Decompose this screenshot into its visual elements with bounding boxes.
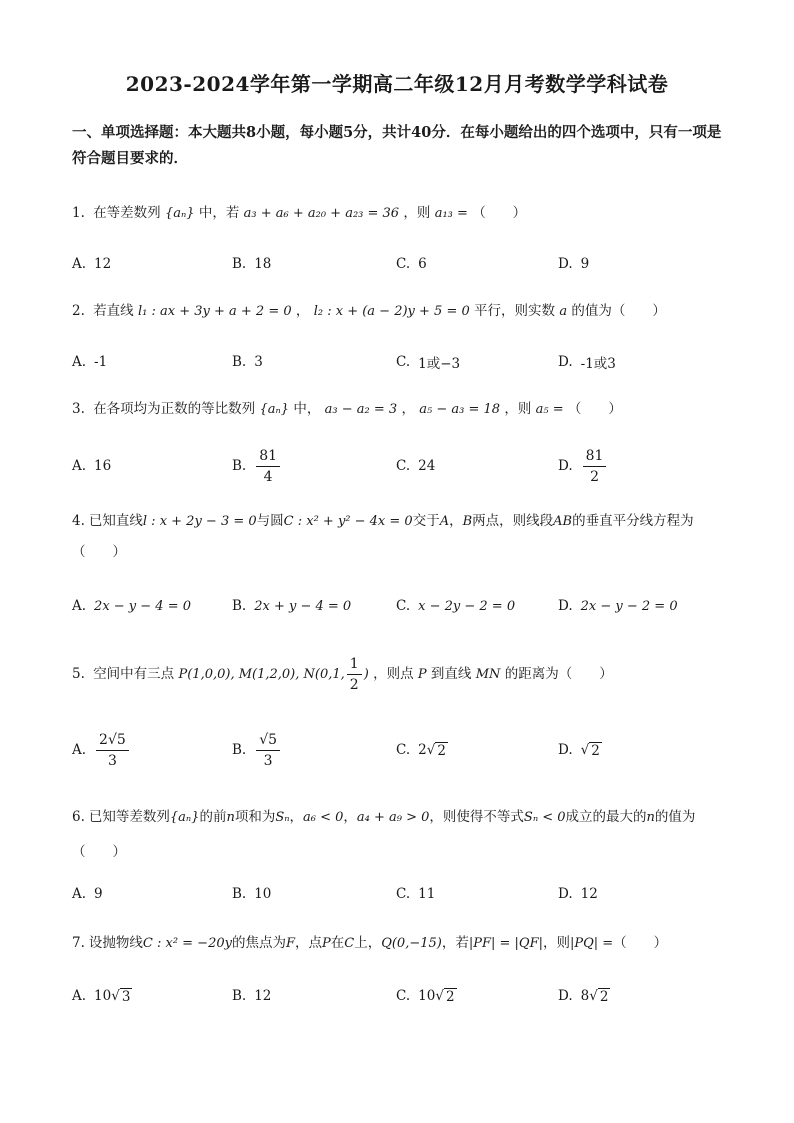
stem-math: l₂ : x + (a − 2)y + 5 = 0: [313, 304, 470, 319]
stem-text: 的焦点为: [231, 935, 286, 951]
sqrt-symbol: √: [580, 742, 590, 758]
stem-text: 两点，则线段: [472, 513, 554, 529]
option-c: [396, 976, 457, 1016]
option-b: [232, 976, 271, 1016]
stem-text: 的垂直平分线方程为: [572, 513, 694, 529]
stem-math: a: [559, 304, 568, 319]
answer-blank: （ ）: [472, 205, 527, 221]
option-d: [558, 446, 608, 486]
options-4: [72, 586, 732, 626]
stem-text: 成立的最大的: [565, 809, 647, 825]
stem-text: 交于: [412, 513, 440, 529]
option-label: B.: [232, 256, 247, 272]
stem-math: P: [322, 936, 331, 951]
stem-text: 在各项均为正数的等比数列: [93, 401, 256, 417]
stem-math: P(1,0,0), M(1,2,0), N(0,1,: [178, 667, 345, 682]
option-value: 12: [94, 256, 112, 272]
option-label: A.: [72, 598, 87, 614]
stem-text: ，则: [403, 205, 431, 221]
stem-text: 项和为: [234, 809, 276, 825]
options-5: [72, 728, 732, 772]
option-d: [558, 728, 602, 772]
option-value: 18: [254, 256, 272, 272]
option-value: 2x − y − 2 = 0: [580, 598, 678, 614]
stem-math: n: [226, 810, 235, 825]
option-label: D.: [558, 742, 573, 758]
option-label: C.: [396, 598, 411, 614]
question-number: 2.: [72, 303, 85, 319]
option-value: 16: [94, 458, 112, 474]
option-value: 11: [418, 886, 436, 902]
option-d: [558, 586, 678, 626]
option-label: B.: [232, 598, 247, 614]
options-3: [72, 446, 732, 486]
numerator: 2√5: [96, 730, 129, 751]
stem-text: ，: [449, 513, 463, 529]
option-c: [396, 342, 460, 382]
option-value: 6: [418, 256, 427, 272]
stem-math: a₁₃ =: [434, 206, 468, 221]
stem-text: 中，若: [198, 205, 240, 221]
option-c: [396, 244, 427, 284]
question-2: [72, 296, 732, 327]
option-label: B.: [232, 354, 247, 370]
option-value: 24: [418, 458, 436, 474]
question-5: [72, 654, 732, 695]
option-value: 10: [254, 886, 272, 902]
question-number: 1.: [72, 205, 85, 221]
question-6: [72, 800, 732, 869]
stem-math: l₁ : ax + 3y + a + 2 = 0: [137, 304, 292, 319]
stem-text: 的值为（ ）: [571, 303, 666, 319]
stem-text: 中，: [293, 401, 321, 417]
option-value: 12: [254, 988, 272, 1004]
stem-math: a₅ =: [535, 402, 564, 417]
stem-math: F: [285, 936, 295, 951]
option-label: D.: [558, 256, 573, 272]
option-label: D.: [558, 354, 573, 370]
question-number: 7.: [72, 935, 85, 951]
stem-text: 上，: [354, 935, 382, 951]
stem-text: ，: [343, 809, 357, 825]
stem-math: l : x + 2y − 3 = 0: [142, 514, 257, 529]
option-d: [558, 342, 616, 382]
stem-math: a₅ − a₃ = 18: [419, 402, 501, 417]
numerator: √5: [256, 730, 280, 751]
radicand: 2: [445, 988, 455, 1005]
coefficient: 2: [418, 742, 427, 758]
stem-text: ，点: [295, 935, 322, 951]
stem-math: MN: [475, 667, 501, 682]
stem-math: C : x² + y² − 4x = 0: [283, 514, 413, 529]
coefficient: 8: [580, 988, 590, 1004]
answer-blank: （ ）: [567, 401, 622, 417]
stem-text: 与圆: [256, 513, 284, 529]
stem-text: 已知直线: [88, 513, 143, 529]
option-value: -1或3: [580, 356, 616, 372]
stem-math: AB: [553, 514, 573, 529]
stem-text: ，则: [542, 935, 570, 951]
option-label: B.: [232, 988, 247, 1004]
option-a: [72, 976, 132, 1016]
denominator: 2: [590, 468, 600, 485]
stem-math: a₆ < 0: [303, 810, 344, 825]
option-b: [232, 586, 351, 626]
numerator: 81: [583, 446, 607, 467]
stem-text: 的值为（ ）: [72, 809, 696, 860]
stem-math: B: [462, 514, 473, 529]
option-label: C.: [396, 354, 411, 370]
fraction: [256, 730, 280, 771]
stem-text: 平行，则实数: [474, 303, 556, 319]
question-number: 3.: [72, 401, 85, 417]
stem-math: P: [417, 667, 427, 682]
stem-text: 在等差数列: [93, 205, 161, 221]
stem-text: ，若: [441, 935, 469, 951]
fraction: [96, 730, 129, 771]
option-c: [396, 586, 515, 626]
coefficient: 10: [94, 988, 112, 1004]
stem-text: 空间中有三点: [93, 666, 175, 682]
page-title: 2023-2024学年第一学期高二年级12月月考数学学科试卷: [125, 72, 669, 96]
denominator: 3: [107, 752, 117, 769]
stem-math: Sₙ < 0: [523, 810, 566, 825]
option-label: D.: [558, 988, 573, 1004]
denominator: 2: [349, 677, 359, 693]
option-a: [72, 446, 111, 486]
stem-math: n: [646, 810, 655, 825]
option-value: 2x + y − 4 = 0: [254, 598, 352, 614]
option-label: A.: [72, 458, 87, 474]
option-d: [558, 976, 610, 1016]
stem-text: 设抛物线: [88, 935, 143, 951]
stem-text: ，: [289, 809, 304, 825]
stem-text: 到直线: [430, 666, 472, 682]
stem-math: |PF| = |QF|: [468, 936, 543, 951]
stem-text: 的前: [199, 809, 227, 825]
radicand: 2: [599, 988, 609, 1005]
option-c: [396, 874, 435, 914]
stem-math: ): [363, 667, 369, 682]
option-label: D.: [558, 458, 573, 474]
option-a: [72, 874, 103, 914]
option-label: B.: [232, 886, 247, 902]
stem-math: C: [344, 936, 355, 951]
option-a: [72, 244, 111, 284]
option-a: [72, 586, 191, 626]
option-b: [232, 244, 271, 284]
option-value: 12: [580, 886, 598, 902]
option-value: 9: [580, 256, 590, 272]
fraction: [347, 654, 362, 695]
sqrt-symbol: √: [426, 742, 436, 758]
fraction: [583, 446, 607, 487]
question-4: [72, 506, 732, 567]
option-value: 1或−3: [418, 356, 461, 372]
stem-text: 的距离为（ ）: [504, 666, 613, 682]
fraction: [256, 446, 280, 487]
question-7: [72, 928, 732, 959]
numerator: 81: [256, 446, 280, 467]
question-1: [72, 198, 732, 229]
option-b: [232, 874, 271, 914]
question-number: 5.: [72, 666, 85, 682]
stem-math: |PQ| =: [569, 936, 614, 951]
option-c: [396, 446, 435, 486]
option-value: -1: [94, 354, 108, 370]
options-7: [72, 976, 732, 1016]
stem-math: Sₙ: [275, 810, 290, 825]
stem-math: {aₙ}: [169, 810, 200, 825]
option-label: C.: [396, 742, 411, 758]
stem-text: 已知等差数列: [88, 809, 170, 825]
option-value: 3: [254, 354, 263, 370]
coefficient: 10: [418, 988, 436, 1004]
option-label: A.: [72, 742, 87, 758]
option-b: [232, 446, 282, 486]
stem-math: a₃ + a₆ + a₂₀ + a₂₃ = 36: [243, 206, 400, 221]
stem-text: ，: [295, 303, 310, 319]
option-value: 9: [94, 886, 103, 902]
numerator: 1: [347, 654, 362, 675]
option-b: [232, 728, 282, 772]
radicand: 2: [437, 742, 446, 759]
options-1: [72, 244, 732, 284]
answer-blank: （ ）: [72, 544, 126, 560]
stem-math: {aₙ}: [259, 402, 290, 417]
option-label: B.: [232, 742, 247, 758]
option-value: x − 2y − 2 = 0: [418, 598, 516, 614]
option-b: [232, 342, 263, 382]
option-label: A.: [72, 354, 87, 370]
options-6: [72, 874, 732, 914]
option-label: B.: [232, 458, 247, 474]
option-d: [558, 874, 598, 914]
stem-text: ，则使得不等式: [429, 809, 524, 825]
options-2: [72, 342, 732, 382]
stem-text: 若直线: [93, 303, 134, 319]
stem-math: Q(0,−15): [381, 936, 442, 951]
stem-math: C : x² = −20y: [142, 936, 232, 951]
sqrt-symbol: √: [111, 988, 120, 1004]
option-a: [72, 342, 107, 382]
denominator: 3: [263, 752, 273, 769]
sqrt-symbol: √: [435, 988, 444, 1004]
option-label: A.: [72, 988, 87, 1004]
stem-text: ，则点: [373, 666, 414, 682]
question-3: [72, 394, 732, 425]
stem-text: ，则: [504, 401, 532, 417]
question-number: 4.: [72, 513, 85, 529]
stem-text: ，: [401, 401, 415, 417]
radicand: 2: [591, 742, 600, 759]
option-d: [558, 244, 589, 284]
stem-text: 在: [330, 935, 345, 951]
sqrt-symbol: √: [589, 988, 598, 1004]
option-a: [72, 728, 131, 772]
option-c: [396, 728, 448, 772]
option-label: C.: [396, 886, 411, 902]
question-number: 6.: [72, 809, 85, 825]
stem-math: a₄ + a₉ > 0: [356, 810, 430, 825]
option-label: A.: [72, 256, 87, 272]
stem-math: {aₙ}: [164, 206, 195, 221]
section-heading: 一、单项选择题：本大题共8小题，每小题5分，共计40分．在每小题给出的四个选项中，只有一项是符合题目要求的．: [72, 124, 722, 167]
option-label: A.: [72, 886, 87, 902]
option-label: D.: [558, 598, 573, 614]
option-label: C.: [396, 458, 411, 474]
option-label: C.: [396, 256, 411, 272]
radicand: 3: [121, 988, 131, 1005]
option-label: C.: [396, 988, 411, 1004]
option-value: 2x − y − 4 = 0: [94, 598, 192, 614]
denominator: 4: [263, 468, 273, 485]
answer-blank: （ ）: [613, 935, 668, 951]
stem-math: A: [439, 514, 450, 529]
option-label: D.: [558, 886, 573, 902]
stem-math: a₃ − a₂ = 3: [324, 402, 398, 417]
